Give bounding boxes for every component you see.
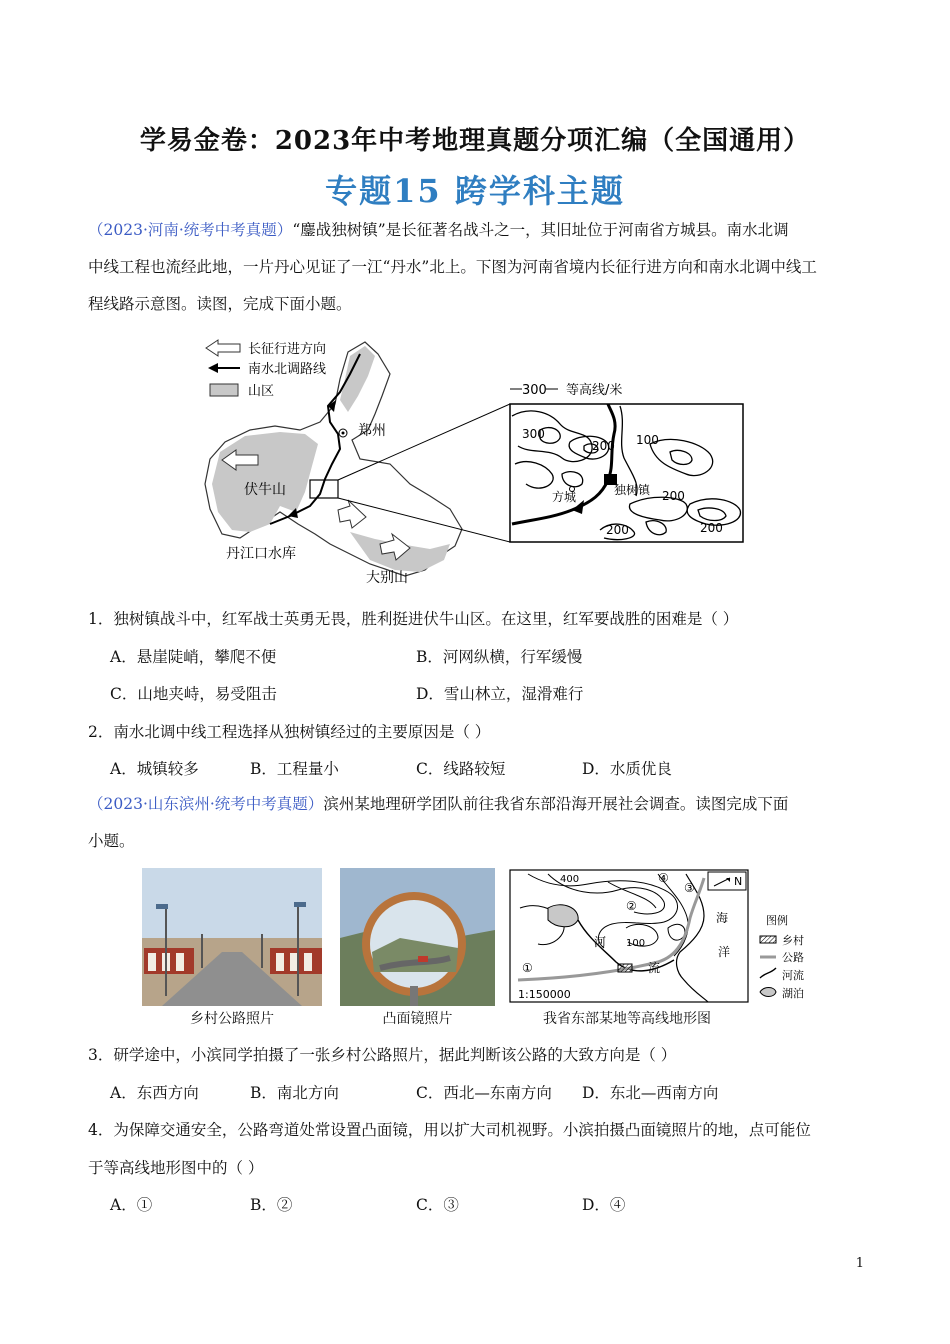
caption-map: 我省东部某地等高线地形图 [543,1011,711,1027]
question-3-stem: 3．研学途中，小滨同学拍摄了一张乡村公路照片，据此判断该公路的大致方向是（ ） [88,1046,677,1064]
mountain-legend-icon [210,384,238,396]
river-he-label: 河 [594,935,607,949]
inset-legend-text: 等高线/米 [566,383,623,398]
scale-label: 1:150000 [518,988,571,1001]
point-2-label: ② [626,899,637,913]
henan-map-figure [200,334,750,592]
q3-option-b: B．南北方向 [250,1084,339,1102]
q3-option-a: A．东西方向 [110,1084,199,1102]
q4-option-a: A．① [110,1196,153,1214]
source-tag: （2023·河南·统考中考真题） [88,221,293,239]
q1-option-a: A．悬崖陡峭，攀爬不便 [110,648,277,666]
legend-village-icon [760,936,776,943]
legend-mountain-text: 山区 [248,384,275,399]
page-number: 1 [855,1256,864,1271]
legend-village: 乡村 [782,934,804,947]
q4-option-c: C．③ [416,1196,459,1214]
contour-200-label-3: 200 [606,523,629,537]
topic-title: 专题15 跨学科主题 [325,172,625,210]
q3-option-c: C．西北—东南方向 [416,1084,552,1102]
contour-200-label-2: 200 [662,489,685,503]
caption-mirror: 凸面镜照片 [382,1011,453,1027]
legend-march-text: 长征行进方向 [248,342,327,357]
legend-title: 图例 [766,914,788,927]
point-3-label: ③ [684,881,695,895]
sea-hai-label: 海 [716,911,729,925]
legend-road: 公路 [782,951,804,964]
q1-option-c: C．山地夹峙，易受阻击 [110,685,277,703]
caption-road: 乡村公路照片 [190,1011,274,1027]
topo-map [508,868,818,1006]
north-label: N [734,875,743,888]
road-photo [142,868,322,1006]
q2-option-a: A．城镇较多 [110,760,199,778]
legend-river: 河流 [782,969,804,982]
legend-route-text: 南水北调路线 [248,362,327,377]
river-liu-label: 流 [648,961,661,975]
dushu-label: 独树镇 [614,483,651,497]
danjiang-label: 丹江口水库 [226,546,296,562]
topo-400-label: 400 [560,874,580,885]
mirror-photo [340,868,495,1006]
legend-lake: 湖泊 [782,987,804,1000]
inset-legend-value: 300 [522,383,547,398]
q4-option-b: B．② [250,1196,293,1214]
fangcheng-label: 方城 [552,490,577,504]
question-2-stem: 2．南水北调中线工程选择从独树镇经过的主要原因是（ ） [88,723,491,741]
route-arrow-legend-icon [208,363,218,373]
village-marker [618,964,632,972]
contour-100-label: 100 [636,433,659,447]
contour-200-label-4: 200 [700,521,723,535]
dabie-label: 大别山 [366,570,408,586]
q2-option-d: D．水质优良 [582,760,672,778]
point-4-label: ④ [658,871,669,885]
section1-intro: （2023·河南·统考中考真题）“鏖战独树镇”是长征著名战斗之一，其旧址位于河南省方城县。南水北调 中线工程也流经此地，一片丹心见证了一江“丹水”北上。下图为河南省境内长征行进方向和南水北调中线工 程线路示意图。读图，完成下面小题。 [88,221,817,313]
q4-option-d: D．④ [582,1196,626,1214]
topo-100-label: 100 [626,938,646,949]
section2-intro: （2023·山东滨州·统考中考真题）滨州某地理研学团队前往我省东部沿海开展社会调查。读图完成下面 小题。 [88,795,789,850]
point-1-label: ① [522,961,533,975]
q3-option-d: D．东北—西南方向 [582,1084,719,1102]
q2-option-c: C．线路较短 [416,760,506,778]
march-arrow-legend-icon [206,340,240,356]
legend-river-icon [760,968,776,978]
legend-lake-icon [760,988,776,997]
q2-option-b: B．工程量小 [250,760,339,778]
funiu-label: 伏牛山 [244,482,286,498]
question-1-stem: 1．独树镇战斗中，红军战士英勇无畏，胜利挺进伏牛山区。在这里，红军要战胜的困难是（ ） [88,610,739,628]
question-4-stem: 4．为保障交通安全，公路弯道处常设置凸面镜，用以扩大司机视野。小滨拍摄凸面镜照片的地，点可能位 于等高线地形图中的（ ） [88,1121,811,1177]
sea-yang-label: 洋 [718,945,731,959]
contour-300-label: 300 [522,427,545,441]
q1-option-d: D．雪山林立，湿滑难行 [416,685,584,703]
contour-200-label: 200 [592,439,615,453]
zhengzhou-label: 郑州 [358,423,386,439]
q1-option-b: B．河网纵横，行军缓慢 [416,648,583,666]
paper-title: 学易金卷：2023年中考地理真题分项汇编（全国通用） [139,126,811,156]
source-tag-2: （2023·山东滨州·统考中考真题） [88,795,324,813]
